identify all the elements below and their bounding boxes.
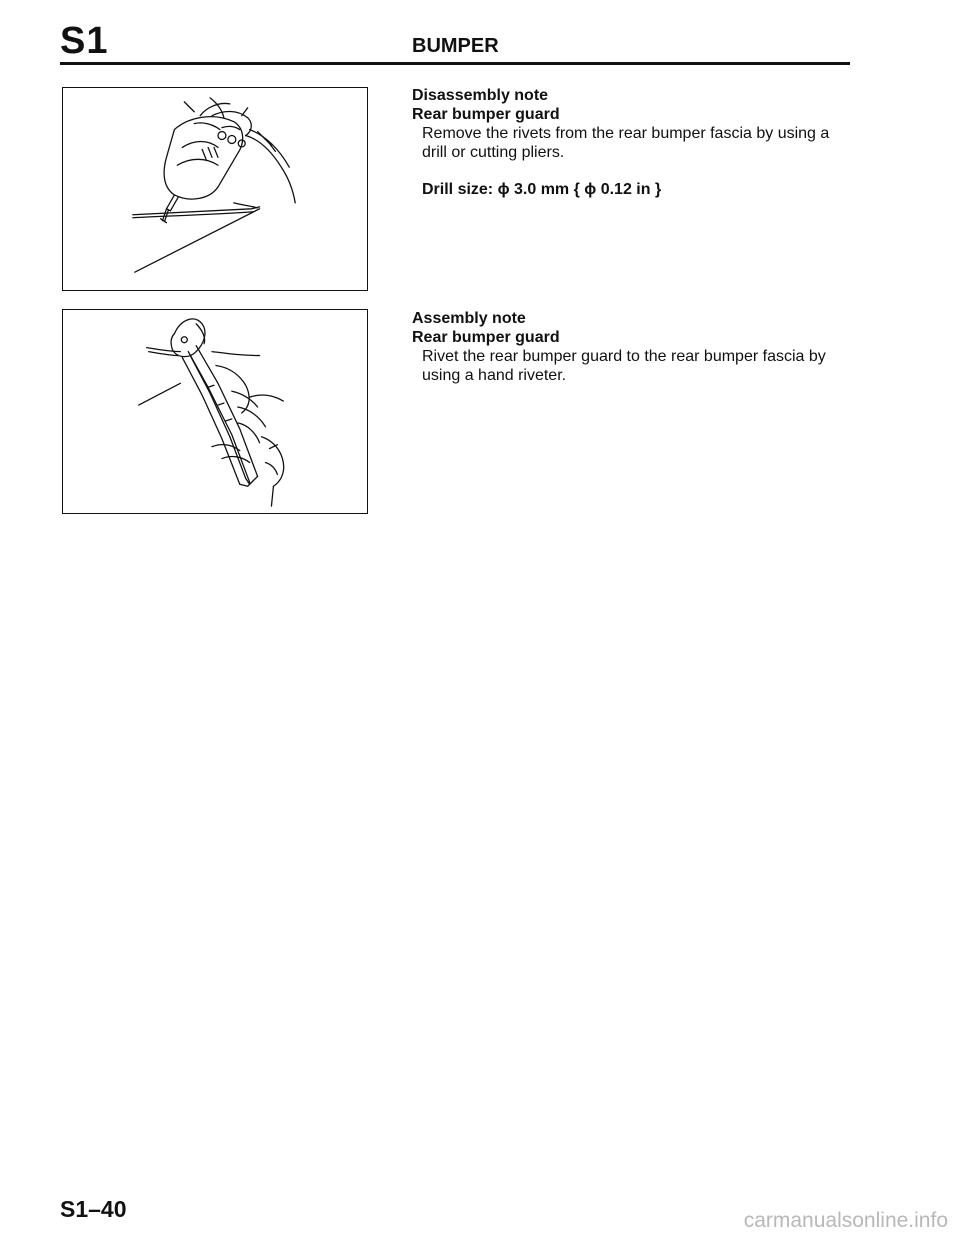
fascia-edge-line: [135, 209, 260, 272]
drill-size-spec: Drill size: ϕ 3.0 mm { ϕ 0.12 in }: [422, 181, 662, 198]
assembly-note: [412, 309, 852, 385]
assembly-subheading: Rear bumper guard: [412, 329, 560, 346]
drill-body: [164, 117, 243, 199]
fascia-edge-line: [139, 383, 181, 405]
assembly-text: Rivet the rear bumper guard to the rear bumper fascia by using a hand riveter.: [422, 348, 826, 384]
fascia-top-line: [133, 207, 260, 215]
drill-illustration: [62, 87, 368, 291]
header-rule: [60, 62, 850, 65]
section-code: S1: [60, 20, 109, 62]
page-number: S1–40: [60, 1196, 127, 1222]
disassembly-subheading: Rear bumper guard: [412, 106, 560, 123]
drill-drawing: [63, 88, 367, 290]
riveter-handle-upper: [188, 352, 249, 483]
riveter-drawing: [63, 310, 367, 513]
disassembly-note: [412, 86, 852, 199]
riveter-handle-lower: [182, 358, 239, 485]
assembly-heading: Assembly note: [412, 310, 526, 327]
riveter-illustration: [62, 309, 368, 514]
watermark: carmanualsonline.info: [743, 1209, 948, 1232]
disassembly-text: Remove the rivets from the rear bumper fascia by using a drill or cutting pliers.: [422, 125, 830, 161]
page-title: BUMPER: [412, 35, 499, 57]
disassembly-heading: Disassembly note: [412, 87, 549, 104]
